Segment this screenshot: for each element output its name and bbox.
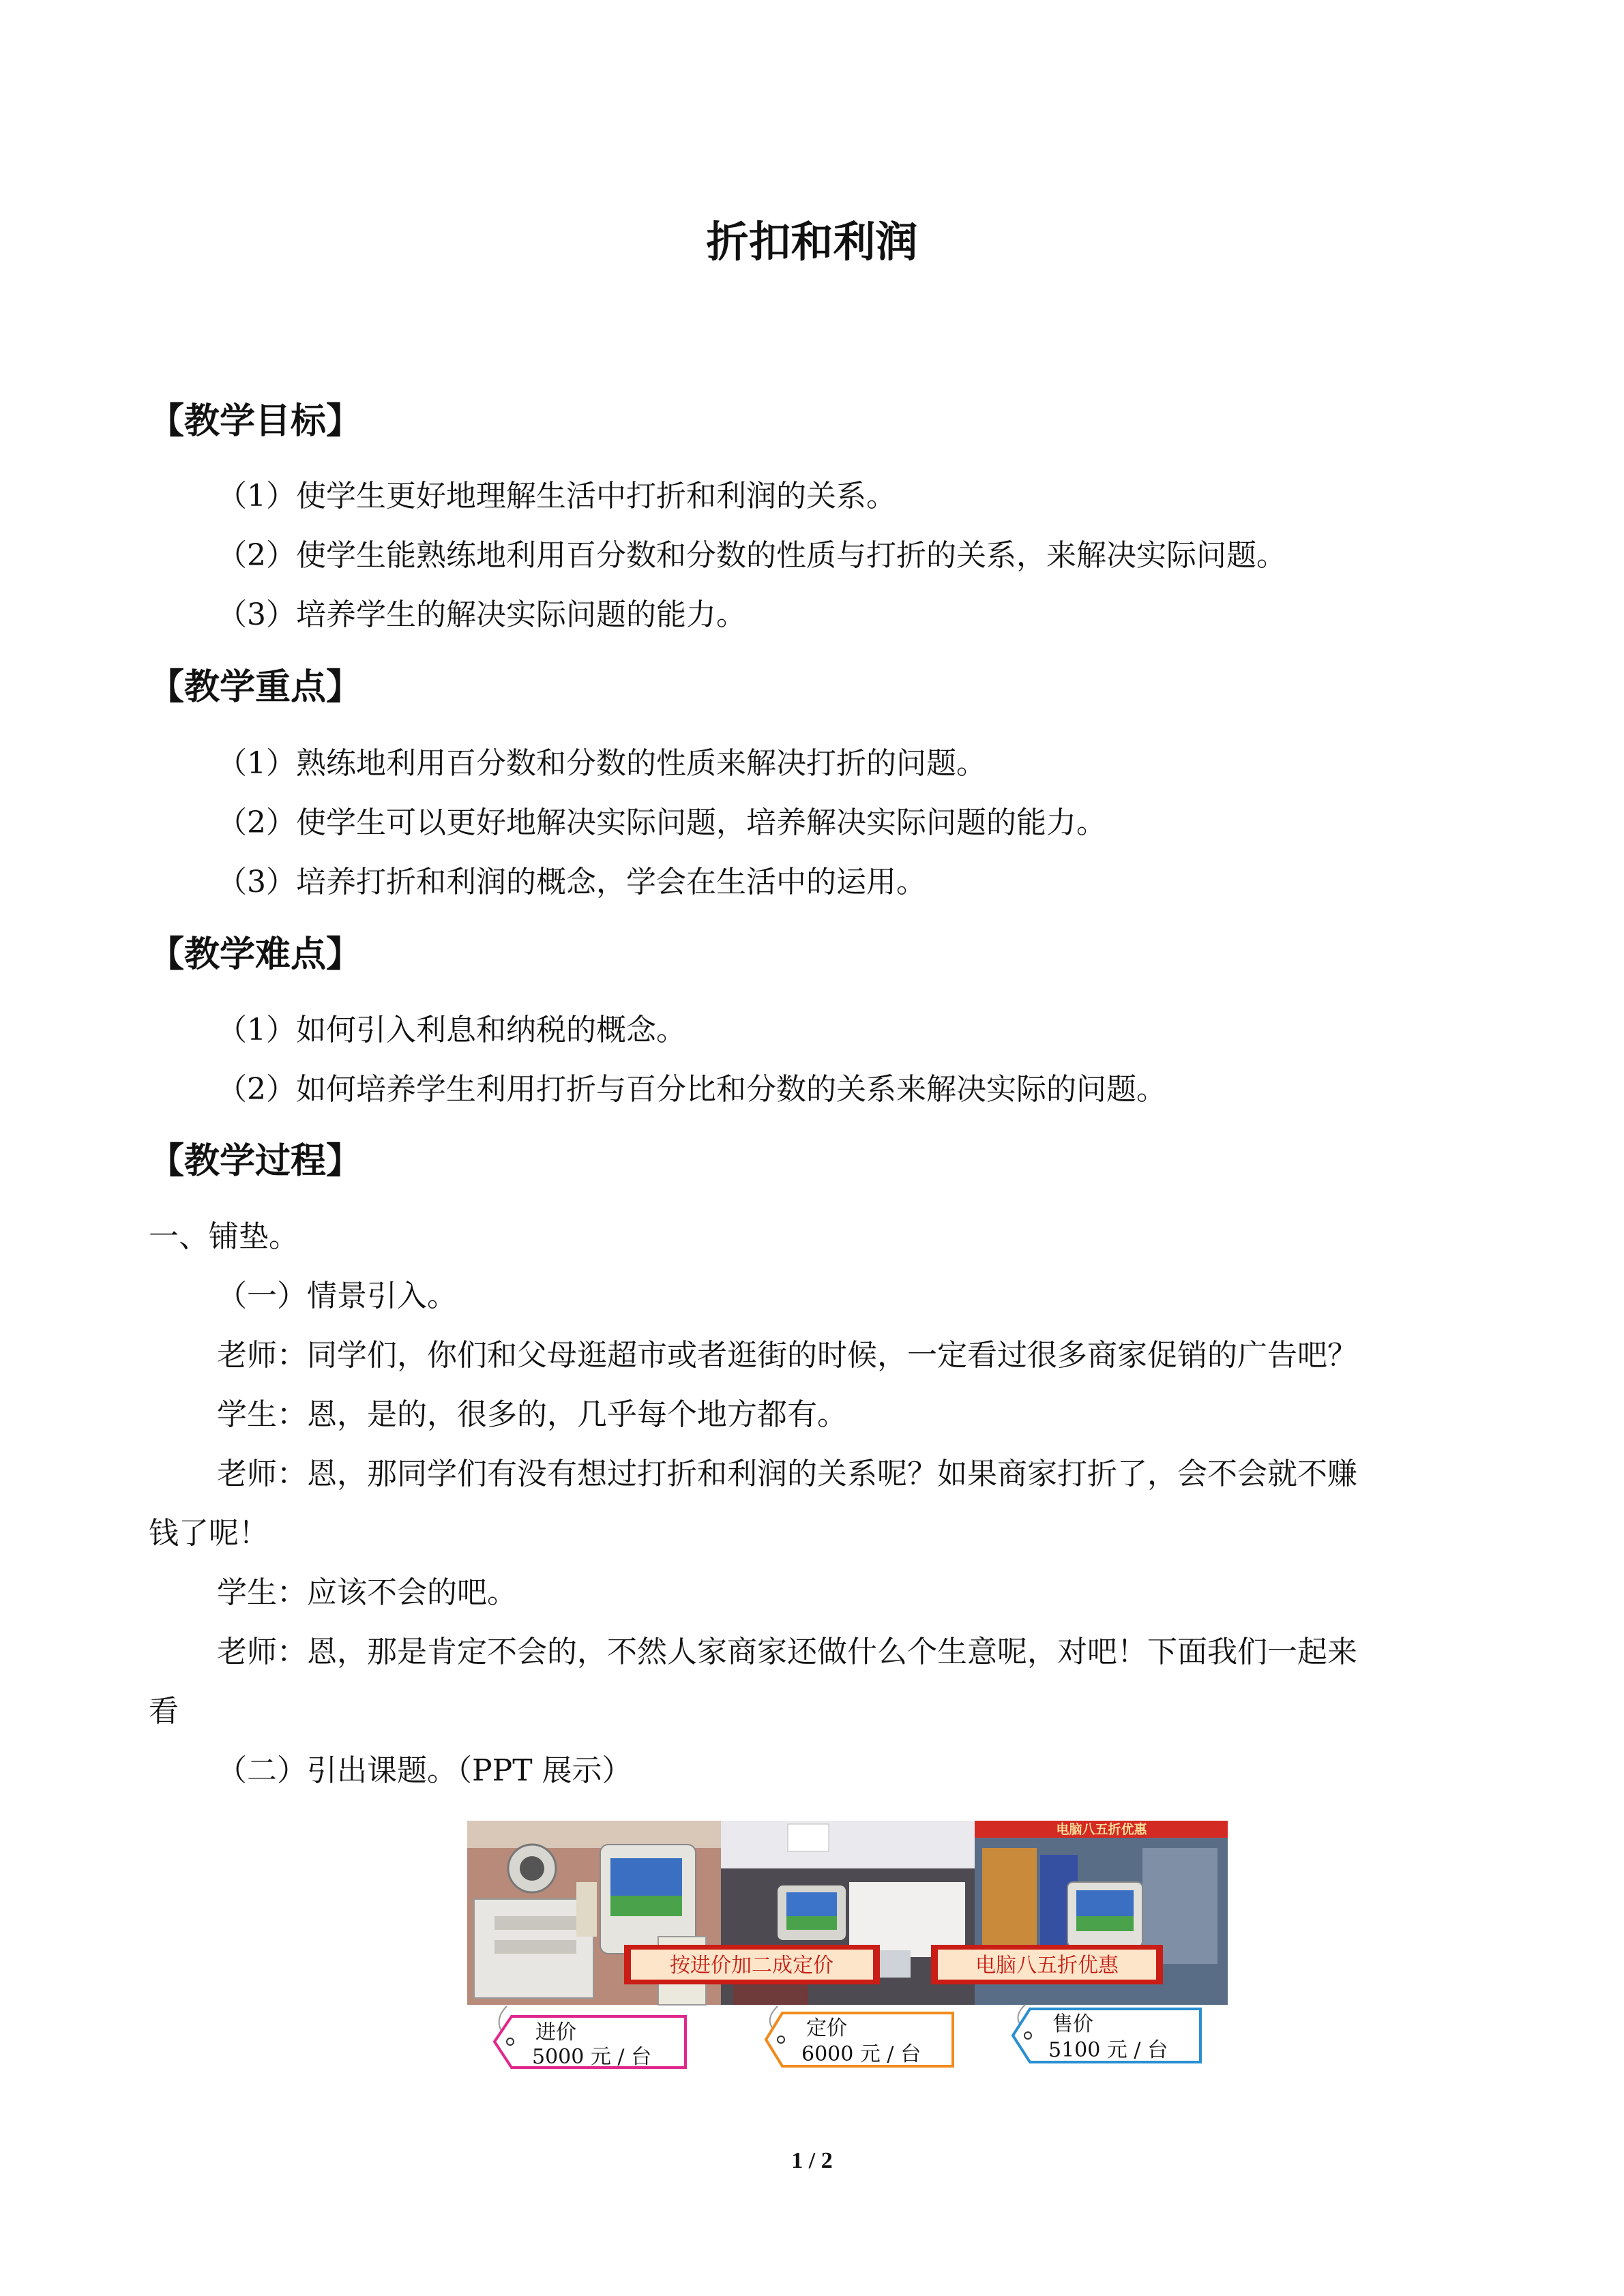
dialogue-line: 看 [149,1694,179,1729]
price-tag-cost [494,2006,685,2069]
svg-text:定价: 定价 [806,2016,847,2040]
key-point-item: （2）使学生可以更好地解决实际问题，培养解决实际问题的能力。 [217,805,1106,840]
heading-process: 【教学过程】 [149,1141,362,1182]
svg-text:进价: 进价 [535,2021,576,2044]
price-tag-list [766,2006,953,2066]
svg-text:6000 元 / 台: 6000 元 / 台 [801,2042,921,2066]
svg-text:5100 元 / 台: 5100 元 / 台 [1048,2038,1168,2062]
markup-banner [624,1945,880,1984]
sub-heading: （二）引出课题。（PPT 展示） [217,1753,632,1788]
dialogue-line: 老师：同学们，你们和父母逛超市或者逛街的时候，一定看过很多商家促销的广告吧？ [217,1338,1357,1373]
dialogue-line: 钱了呢！ [149,1516,269,1551]
sub-heading: （一）情景引入。 [217,1279,457,1313]
dialogue-line: 学生：恩，是的，很多的，几乎每个地方都有。 [217,1397,847,1432]
key-point-item: （1）熟练地利用百分数和分数的性质来解决打折的问题。 [217,746,986,781]
heading-objectives: 【教学目标】 [149,401,362,442]
step-heading: 一、铺垫。 [149,1219,299,1254]
dialogue-line: 学生：应该不会的吧。 [217,1575,517,1610]
svg-text:按进价加二成定价: 按进价加二成定价 [670,1954,833,1978]
svg-text:售价: 售价 [1052,2012,1093,2036]
page-title: 折扣和利润 [706,217,918,267]
objective-item: （1）使学生更好地理解生活中打折和利润的关系。 [217,479,896,513]
difficulty-item: （1）如何引入利息和纳税的概念。 [217,1013,686,1047]
price-tag-sale [1013,2005,1200,2062]
objective-item: （3）培养学生的解决实际问题的能力。 [217,597,746,632]
key-point-item: （3）培养打折和利润的概念，学会在生活中的运用。 [217,865,926,899]
discount-banner [931,1945,1163,1984]
dialogue-line: 老师：恩，那是肯定不会的，不然人家商家还做什么个生意呢，对吧！下面我们一起来 [217,1635,1357,1669]
store-banner-top: 电脑八五折优惠 [1056,1822,1147,1837]
computer-pricing-illustration [467,1821,1228,2076]
objective-item: （2）使学生能熟练地利用百分数和分数的性质与打折的关系，来解决实际问题。 [217,538,1286,573]
page-number: 1 / 2 [791,2148,833,2173]
heading-difficulties: 【教学难点】 [149,934,362,975]
svg-text:5000 元 / 台: 5000 元 / 台 [532,2045,652,2069]
dialogue-line: 老师：恩，那同学们有没有想过打折和利润的关系呢？如果商家打折了，会不会就不赚 [217,1457,1357,1491]
heading-key-points: 【教学重点】 [149,667,362,708]
difficulty-item: （2）如何培养学生利用打折与百分比和分数的关系来解决实际的问题。 [217,1072,1166,1107]
svg-text:电脑八五折优惠: 电脑八五折优惠 [975,1954,1119,1978]
